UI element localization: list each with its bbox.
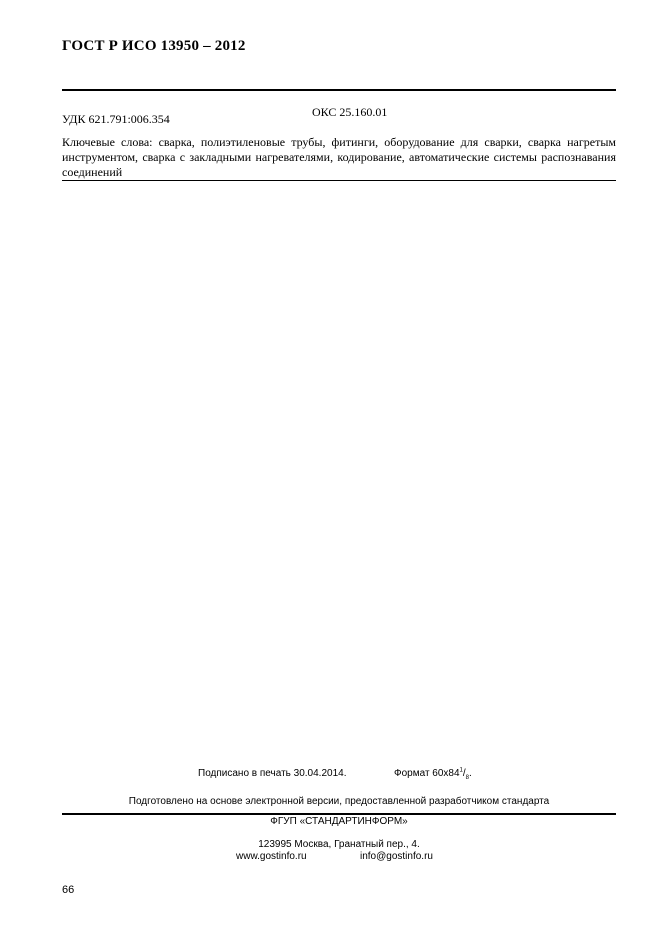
oks-code: ОКС 25.160.01 — [312, 105, 388, 119]
prepared-note: Подготовлено на основе электронной версии, предоставленной разработчиком стандарта — [128, 796, 550, 807]
publisher-name: ФГУП «СТАНДАРТИНФОРМ» — [270, 816, 408, 827]
keywords-divider — [62, 180, 616, 181]
format-denominator: 8 — [465, 775, 470, 781]
format-numerator: 1 — [459, 767, 463, 774]
imprint-divider — [62, 813, 616, 815]
signed-for-print: Подписано в печать 30.04.2014. — [198, 768, 347, 779]
page-number: 66 — [62, 884, 75, 896]
top-divider — [62, 89, 616, 91]
udk-code: УДК 621.791:006.354 — [62, 112, 170, 126]
publisher-website[interactable]: www.gostinfo.ru — [236, 851, 307, 862]
standard-title: ГОСТ Р ИСО 13950 – 2012 — [62, 38, 246, 54]
paper-format: Формат $60x84^1/_8$. — [394, 767, 472, 781]
format-label: Формат 60x84 — [394, 768, 460, 779]
publisher-email[interactable]: info@gostinfo.ru — [360, 851, 433, 862]
keywords-paragraph: Ключевые слова: сварка, полиэтиленовые трубы, фитинги, оборудование для сварки, сварка нагретым инструментом, сварка с закладными нагревателями, кодирование, автоматические системы распознавания соединений — [62, 135, 616, 179]
publisher-address: 123995 Москва, Гранатный пер., 4. — [258, 839, 420, 850]
format-end: . — [469, 768, 472, 779]
